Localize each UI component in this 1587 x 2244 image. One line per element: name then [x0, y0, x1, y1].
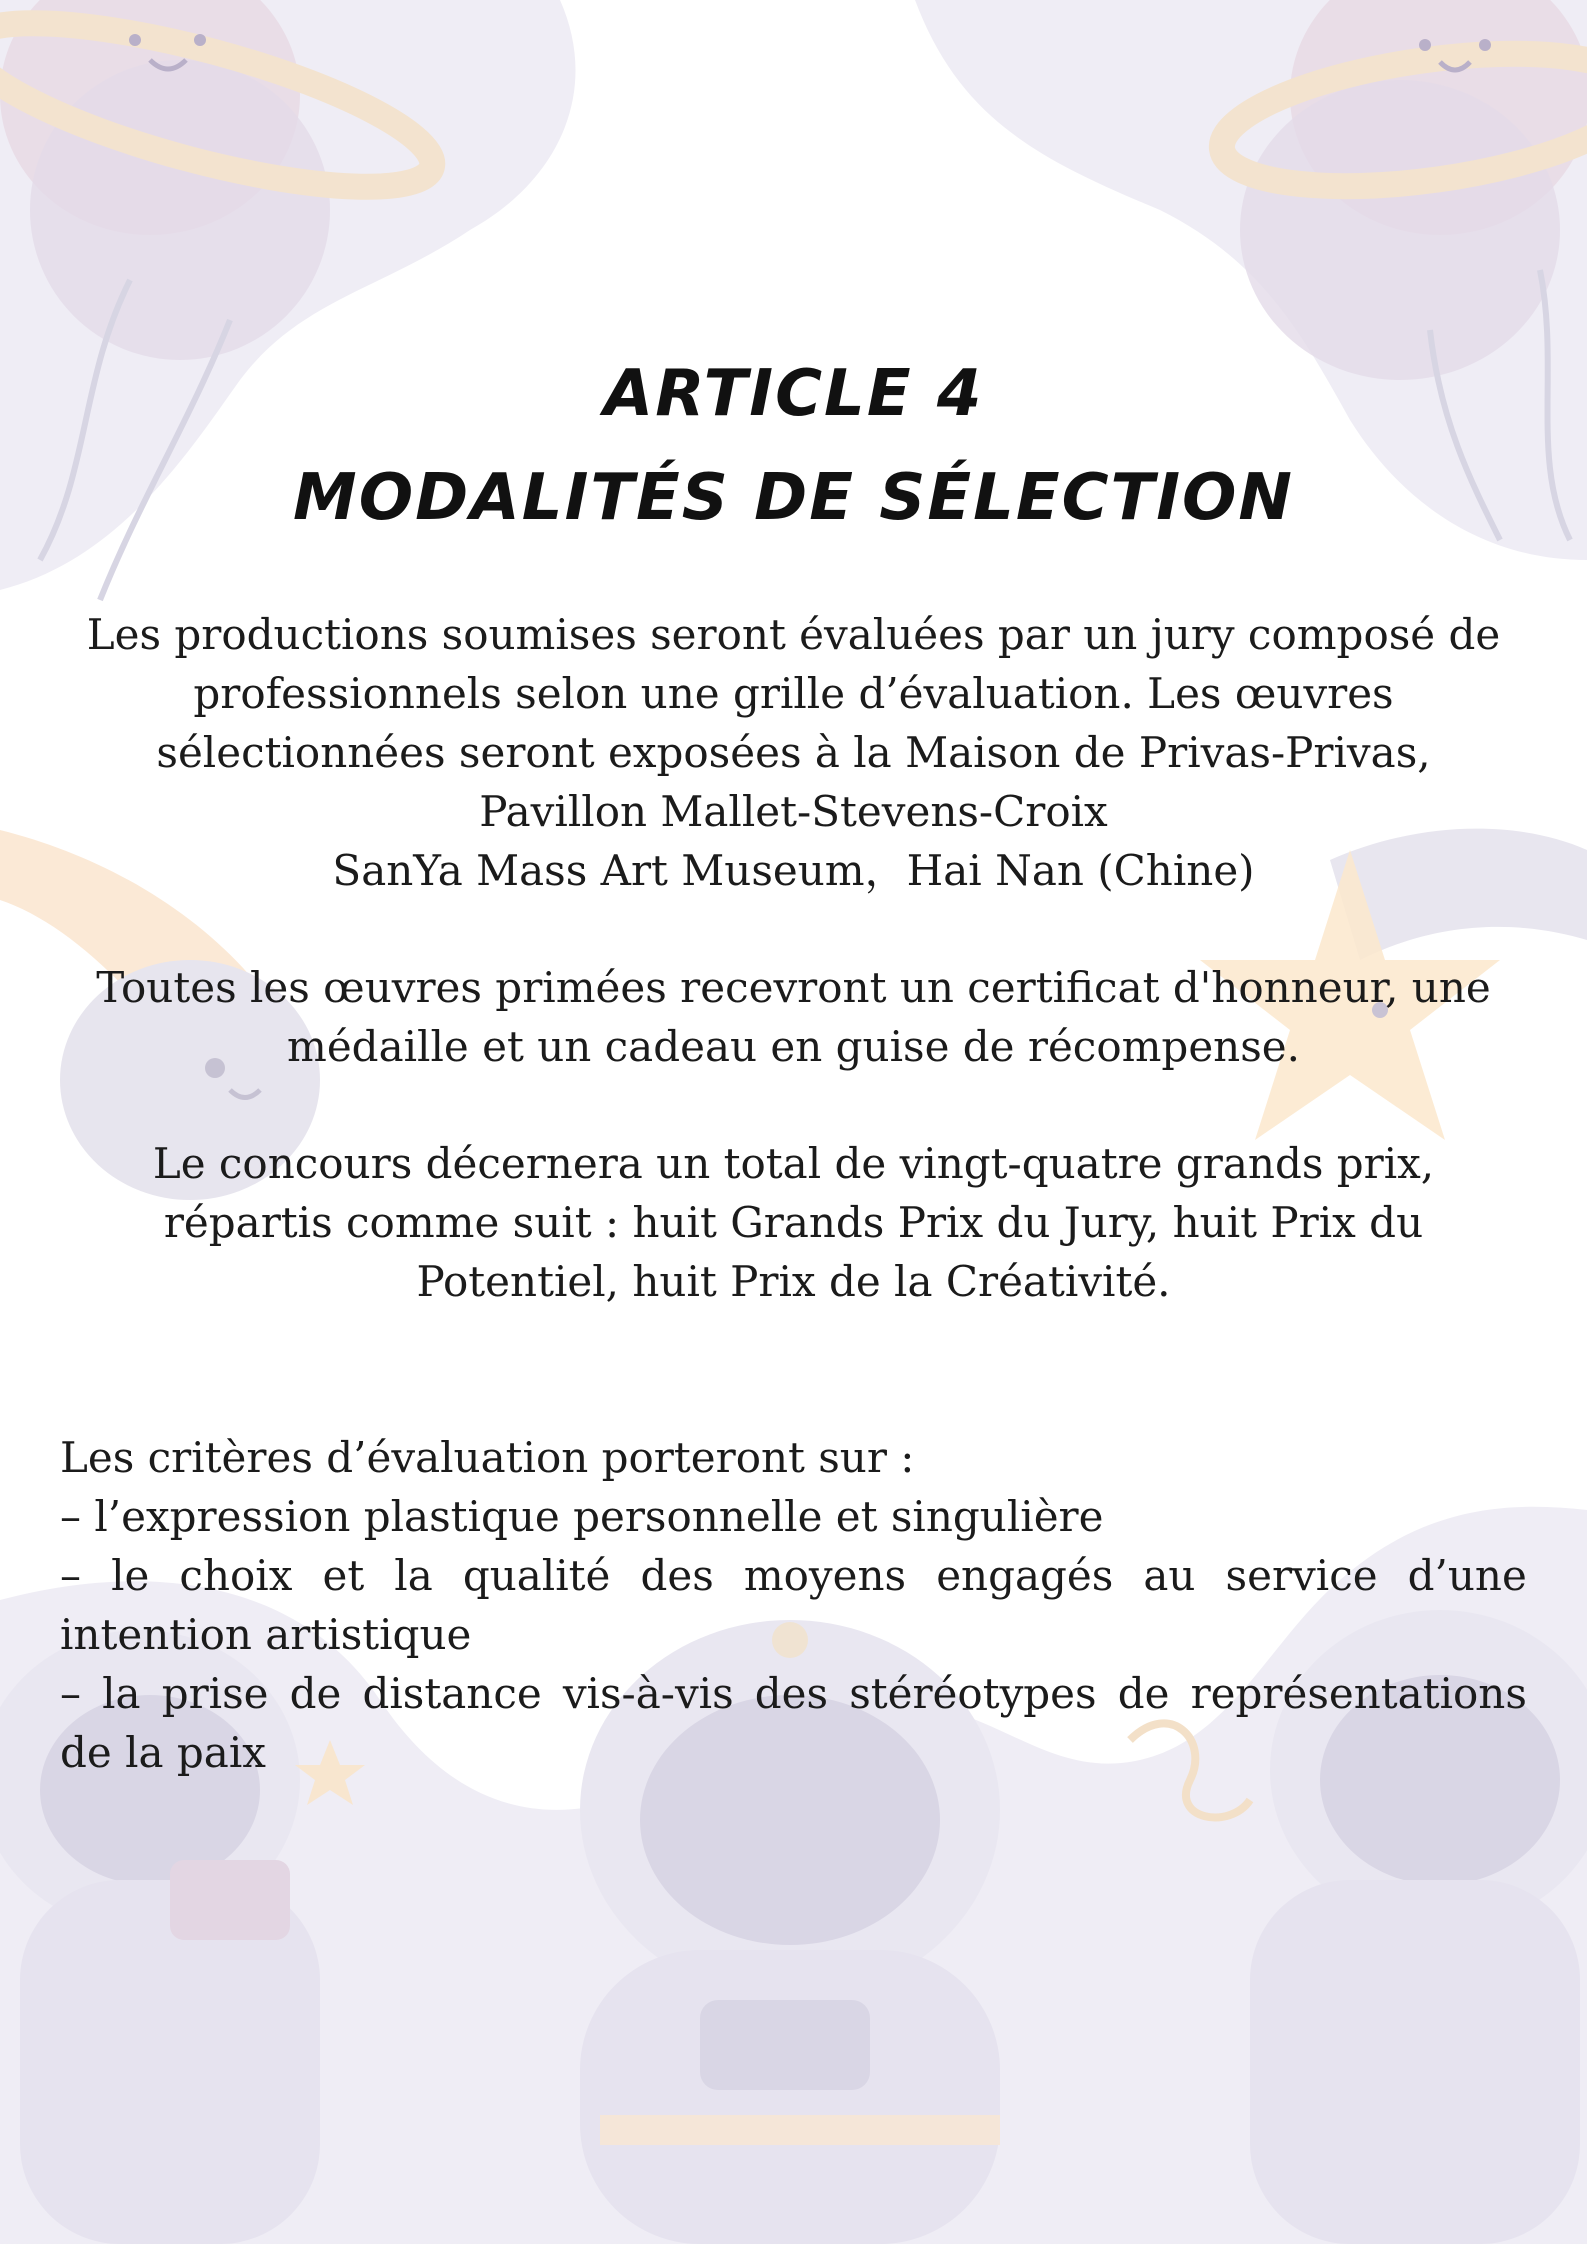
word: distance [362, 1669, 542, 1718]
paragraph-line: médaille et un cadeau en guise de récompense. [287, 1022, 1300, 1071]
criteria-item-means [60, 1546, 1527, 1605]
criteria-list [60, 1428, 1527, 1782]
criteria-intro: Les critères d’évaluation porteront sur : [60, 1433, 915, 1482]
word: et [322, 1551, 365, 1600]
word: – [60, 1669, 81, 1718]
paragraph-line: Potentiel, huit Prix de la Créativité. [416, 1257, 1171, 1306]
word: stéréotypes [849, 1669, 1097, 1718]
prizes-paragraph [60, 1134, 1527, 1311]
word: engagés [936, 1551, 1114, 1600]
word: – [60, 1551, 81, 1600]
paragraph-line: Les productions soumises seront évaluées par un jury composé de [86, 610, 1501, 659]
paragraph-line: répartis comme suit : huit Grands Prix du Jury, huit Prix du [163, 1198, 1424, 1247]
article-title-heading: MODALITÉS DE SÉLECTION [293, 461, 1294, 535]
paragraph-line: Le concours décernera un total de vingt-quatre grands prix, [152, 1139, 1435, 1188]
word: qualité [462, 1551, 611, 1600]
word: vis-à-vis [562, 1669, 734, 1718]
word: des [754, 1669, 829, 1718]
article-number-heading: ARTICLE 4 [603, 357, 984, 431]
word: choix [179, 1551, 293, 1600]
paragraph-line: sélectionnées seront exposées à la Maison de Privas-Privas, [156, 728, 1431, 777]
word: prise [161, 1669, 269, 1718]
word: représentations [1190, 1669, 1527, 1718]
word: des [640, 1551, 714, 1600]
word: le [111, 1551, 150, 1600]
word: la [102, 1669, 141, 1718]
word: de [1117, 1669, 1170, 1718]
word: moyens [743, 1551, 907, 1600]
rewards-paragraph [60, 958, 1527, 1076]
paragraph-line: Pavillon Mallet-Stevens-Croix [479, 787, 1108, 836]
criteria-item-means-end: intention artistique [60, 1610, 472, 1659]
criteria-item-expression: – l’expression plastique personnelle et singulière [60, 1492, 1104, 1541]
criteria-item-stereotypes-end: de la paix [60, 1728, 266, 1777]
word: la [394, 1551, 433, 1600]
criteria-item-stereotypes [60, 1664, 1527, 1723]
paragraph-line: Toutes les œuvres primées recevront un certificat d'honneur, une [96, 963, 1491, 1012]
paragraph-line: SanYa Mass Art Museum，Hai Nan (Chine) [332, 846, 1255, 895]
paragraph-line: professionnels selon une grille d’évaluation. Les œuvres [193, 669, 1394, 718]
evaluation-paragraph [60, 605, 1527, 900]
word: de [289, 1669, 342, 1718]
word: d’une [1407, 1551, 1527, 1600]
word: au [1143, 1551, 1196, 1600]
word: service [1225, 1551, 1378, 1600]
